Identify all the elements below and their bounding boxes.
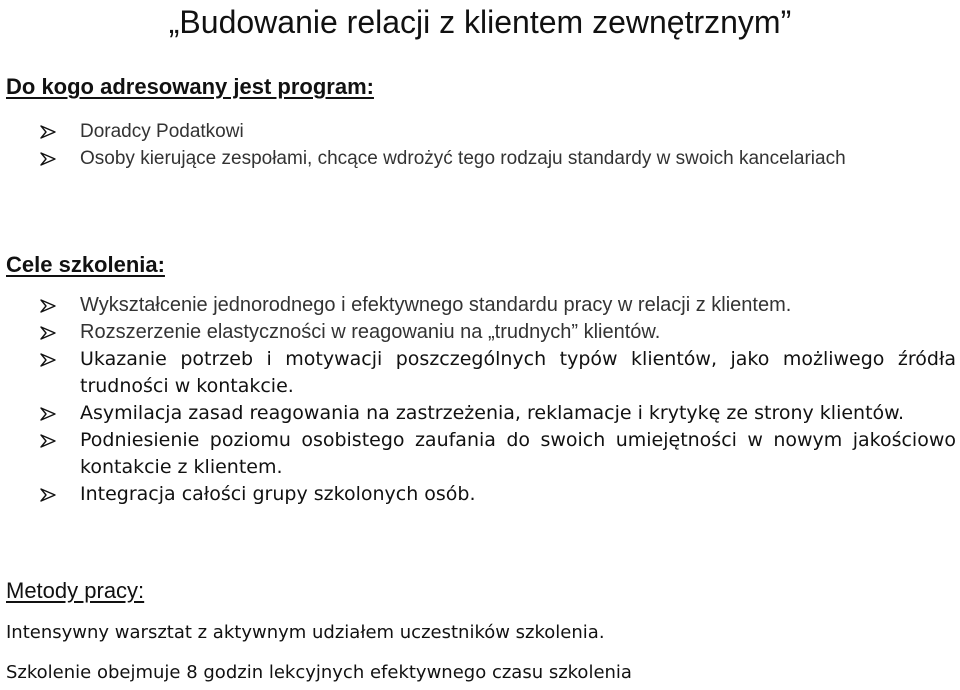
duration-text: Szkolenie obejmuje 8 godzin lekcyjnych efektywnego czasu szkolenia: [6, 662, 632, 683]
list-item-text: Wykształcenie jednorodnego i efektywnego standardu pracy w relacji z klientem.: [80, 294, 792, 316]
arrow-bullet-icon: [40, 434, 56, 448]
arrow-bullet-icon: [40, 299, 56, 313]
methods-heading: Metody pracy:: [6, 578, 145, 603]
list-item-text: Osoby kierujące zespołami, chcące wdrożyć tego rodzaju standardy w swoich kancelariach: [80, 148, 846, 169]
list-item: [0, 400, 956, 427]
goals-heading: Cele szkolenia:: [6, 252, 165, 277]
list-item: [0, 427, 956, 481]
audience-list: [0, 118, 956, 172]
document-title: „Budowanie relacji z klientem zewnętrznym”: [168, 4, 792, 40]
goals-list: [0, 292, 956, 508]
list-item: [0, 319, 956, 346]
arrow-bullet-icon: [40, 152, 56, 166]
list-item-text: Rozszerzenie elastyczności w reagowaniu na „trudnych” klientów.: [80, 321, 661, 343]
list-item: [0, 118, 956, 145]
list-item-text: Ukazanie potrzeb i motywacji poszczególnych typów klientów, jako możliwego źródła trudności w kontakcie.: [80, 348, 956, 397]
list-item-text: Integracja całości grupy szkolonych osób.: [80, 483, 476, 505]
list-item: [0, 481, 956, 508]
methods-text: Intensywny warsztat z aktywnym udziałem uczestników szkolenia.: [6, 622, 605, 643]
list-item: [0, 292, 956, 319]
arrow-bullet-icon: [40, 353, 56, 367]
list-item-text: Doradcy Podatkowi: [80, 121, 244, 142]
list-item: [0, 145, 956, 172]
audience-heading: Do kogo adresowany jest program:: [6, 74, 374, 99]
list-item-text: Asymilacja zasad reagowania na zastrzeżenia, reklamacje i krytykę ze strony klientów.: [80, 402, 904, 424]
arrow-bullet-icon: [40, 488, 56, 502]
arrow-bullet-icon: [40, 326, 56, 340]
arrow-bullet-icon: [40, 125, 56, 139]
list-item-text: Podniesienie poziomu osobistego zaufania do swoich umiejętności w nowym jakościowo kontakcie z klientem.: [80, 429, 956, 478]
arrow-bullet-icon: [40, 407, 56, 421]
list-item: [0, 346, 956, 400]
